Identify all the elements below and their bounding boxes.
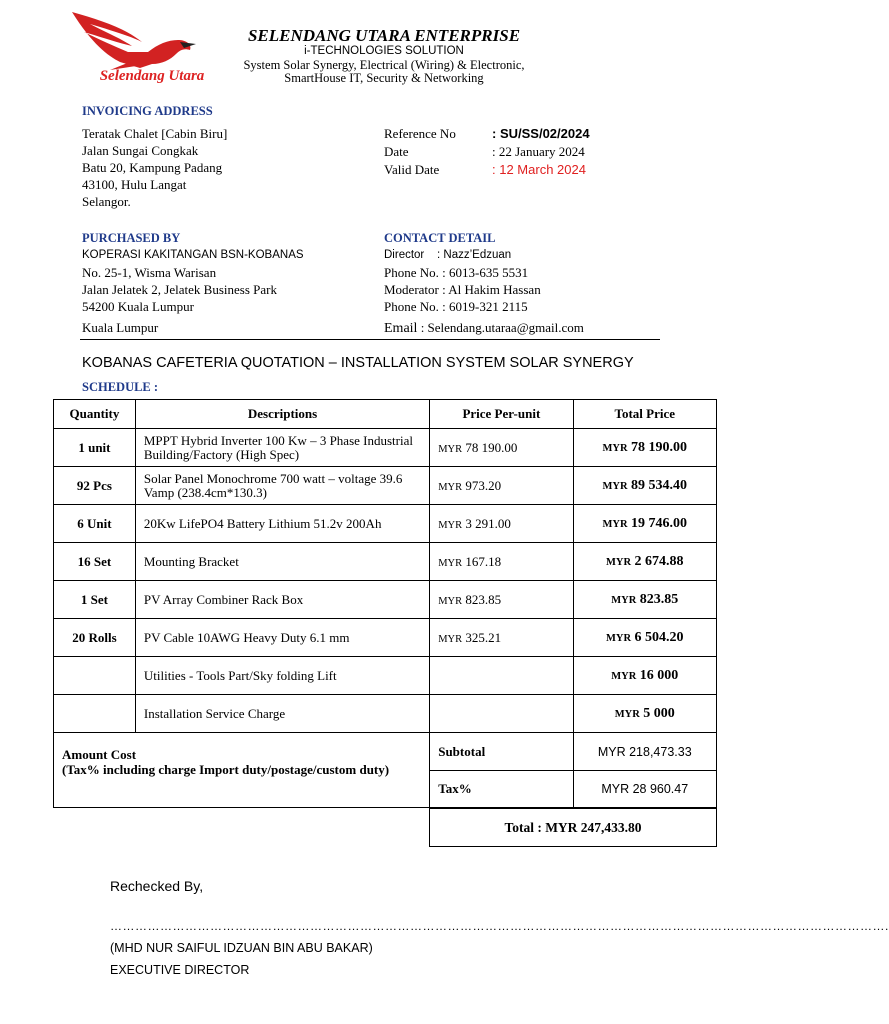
quotation-title: KOBANAS CAFETERIA QUOTATION – INSTALLATION SYSTEM SOLAR SYNERGY <box>82 355 634 371</box>
purchaser-line: Kuala Lumpur <box>82 320 159 335</box>
address-line: Selangor. <box>82 194 131 209</box>
total-currency: MYR <box>602 442 628 454</box>
price-per-unit-cell <box>430 505 573 543</box>
total-currency: MYR <box>605 632 632 644</box>
valid-date-colon: : <box>492 162 500 177</box>
valid-date-label: Valid Date <box>384 162 440 177</box>
address-line: Teratak Chalet [Cabin Biru] <box>82 126 228 141</box>
company-name: SELENDANG UTARA ENTERPRISE <box>247 26 521 45</box>
rechecked-by-label: Rechecked By, <box>110 878 204 894</box>
logo-text: Selendang Utara <box>99 68 205 84</box>
phone-line-2: Phone No. : 6019-321 2115 <box>384 299 528 314</box>
total-price-cell <box>573 467 716 505</box>
subtotal-value: MYR 218,473.33 <box>573 733 716 771</box>
quantity-cell: 20 Rolls <box>54 619 136 657</box>
column-header-price-per-unit: Price Per-unit <box>430 400 573 429</box>
date-row <box>384 143 590 161</box>
column-header-quantity: Quantity <box>54 400 136 429</box>
tax-value: MYR 28 960.47 <box>573 771 716 808</box>
table-row <box>54 543 717 581</box>
table-row <box>54 581 717 619</box>
quantity-cell: 6 Unit <box>54 505 136 543</box>
total-currency: MYR <box>605 556 632 568</box>
moderator-line: Moderator : Al Hakim Hassan <box>384 282 541 297</box>
reference-block <box>384 125 590 179</box>
total-value: 2 674.88 <box>634 553 684 569</box>
quantity-cell: 1 unit <box>54 429 136 467</box>
total-currency: MYR <box>614 708 640 720</box>
amount-cost-label: Amount Cost <box>62 747 137 762</box>
total-price-cell <box>573 657 716 695</box>
price-per-unit-cell <box>430 467 573 505</box>
price-currency: MYR <box>438 557 463 569</box>
purchaser-line: 54200 Kuala Lumpur <box>82 299 194 314</box>
total-value: 6 504.20 <box>634 629 684 645</box>
amount-cost-note: (Tax% including charge Import duty/postage/custom duty) <box>62 762 390 777</box>
price-value: 3 291.00 <box>465 515 511 531</box>
table-row <box>54 505 717 543</box>
description-cell: PV Cable 10AWG Heavy Duty 6.1 mm <box>135 619 429 657</box>
services-line-1: System Solar Synergy, Electrical (Wiring) & Electronic, <box>243 58 525 72</box>
services-line-2: SmartHouse IT, Security & Networking <box>284 71 484 85</box>
price-value: 325.21 <box>465 629 502 645</box>
description-cell: PV Array Combiner Rack Box <box>135 581 429 619</box>
price-currency: MYR <box>438 595 463 607</box>
purchased-by-heading: PURCHASED BY <box>82 231 181 245</box>
address-line: Jalan Sungai Congkak <box>82 143 199 158</box>
reference-label: Reference No <box>384 126 456 141</box>
divider <box>80 339 660 340</box>
table-row <box>54 619 717 657</box>
table-row <box>54 467 717 505</box>
total-value: 78 190.00 <box>631 439 688 455</box>
quantity-cell: 1 Set <box>54 581 136 619</box>
total-price-cell <box>573 581 716 619</box>
description-cell: Utilities - Tools Part/Sky folding Lift <box>135 657 429 695</box>
total-currency: MYR <box>602 480 628 492</box>
grand-total: Total : MYR 247,433.80 <box>429 808 717 847</box>
total-price-cell <box>573 429 716 467</box>
total-price-cell <box>573 619 716 657</box>
total-currency: MYR <box>611 670 637 682</box>
company-tagline: i-TECHNOLOGIES SOLUTION <box>304 45 464 57</box>
signature-line: ……………………………………………………………………………………………………………………………………………………………………. <box>110 919 889 933</box>
email-line <box>384 319 584 337</box>
price-currency: MYR <box>438 519 463 531</box>
email-value[interactable]: : Selendang.utaraa@gmail.com <box>417 320 584 335</box>
price-per-unit-cell <box>430 695 573 733</box>
description-cell: Mounting Bracket <box>135 543 429 581</box>
price-currency: MYR <box>438 443 463 455</box>
date-value: : 22 January 2024 <box>492 144 585 159</box>
price-currency: MYR <box>438 633 463 645</box>
valid-date-row <box>384 161 590 179</box>
price-value: 823.85 <box>465 591 502 607</box>
email-label: Email <box>384 321 418 336</box>
total-value: 16 000 <box>639 667 679 683</box>
reference-row <box>384 125 590 143</box>
reference-value: : SU/SS/02/2024 <box>492 126 590 141</box>
quantity-cell: 16 Set <box>54 543 136 581</box>
table-row <box>54 695 717 733</box>
total-value: 89 534.40 <box>631 477 688 493</box>
quantity-cell <box>54 657 136 695</box>
description-cell: MPPT Hybrid Inverter 100 Kw – 3 Phase Industrial Building/Factory (High Spec) <box>135 429 429 467</box>
amount-cost-cell <box>54 733 430 808</box>
invoicing-address-block <box>82 125 227 210</box>
items-table <box>53 399 717 808</box>
price-per-unit-cell <box>430 581 573 619</box>
total-currency: MYR <box>602 518 628 530</box>
price-currency: MYR <box>438 481 463 493</box>
price-value: 973.20 <box>465 477 502 493</box>
subtotal-row <box>54 733 717 771</box>
price-per-unit-cell <box>430 543 573 581</box>
table-header-row <box>54 400 717 429</box>
price-per-unit-cell <box>430 657 573 695</box>
total-price-cell <box>573 543 716 581</box>
quantity-cell <box>54 695 136 733</box>
purchased-by-block <box>82 247 304 336</box>
contact-detail-heading: CONTACT DETAIL <box>384 231 496 245</box>
quantity-cell: 92 Pcs <box>54 467 136 505</box>
signer-name: (MHD NUR SAIFUL IDZUAN BIN ABU BAKAR) <box>110 941 373 955</box>
tax-label: Tax% <box>430 771 573 808</box>
contact-detail-block <box>384 247 584 337</box>
table-row <box>54 657 717 695</box>
address-line: 43100, Hulu Langat <box>82 177 187 192</box>
price-value: 167.18 <box>465 553 502 569</box>
phone-line-1: Phone No. : 6013-635 5531 <box>384 265 529 280</box>
total-price-cell <box>573 695 716 733</box>
description-cell: 20Kw LifePO4 Battery Lithium 51.2v 200Ah <box>135 505 429 543</box>
signer-title: EXECUTIVE DIRECTOR <box>110 963 250 977</box>
total-currency: MYR <box>611 594 637 606</box>
valid-date-value: 12 March 2024 <box>499 162 586 177</box>
total-value: 19 746.00 <box>631 515 688 531</box>
price-per-unit-cell <box>430 429 573 467</box>
description-cell: Installation Service Charge <box>135 695 429 733</box>
price-value: 78 190.00 <box>465 439 518 455</box>
schedule-label: SCHEDULE : <box>82 380 159 394</box>
column-header-total-price: Total Price <box>573 400 716 429</box>
director-line: Director : Nazz’Edzuan <box>384 249 512 261</box>
date-label: Date <box>384 144 409 159</box>
invoicing-address-heading: INVOICING ADDRESS <box>82 104 213 118</box>
purchaser-line: Jalan Jelatek 2, Jelatek Business Park <box>82 282 277 297</box>
total-value: 5 000 <box>643 705 675 721</box>
subtotal-label: Subtotal <box>430 733 573 771</box>
purchaser-org: KOPERASI KAKITANGAN BSN-KOBANAS <box>82 249 304 261</box>
total-value: 823.85 <box>639 591 679 607</box>
price-per-unit-cell <box>430 619 573 657</box>
description-cell: Solar Panel Monochrome 700 watt – voltage 39.6 Vamp (238.4cm*130.3) <box>135 467 429 505</box>
purchaser-line: No. 25-1, Wisma Warisan <box>82 265 217 280</box>
column-header-descriptions: Descriptions <box>135 400 429 429</box>
table-row <box>54 429 717 467</box>
total-price-cell <box>573 505 716 543</box>
address-line: Batu 20, Kampung Padang <box>82 160 223 175</box>
